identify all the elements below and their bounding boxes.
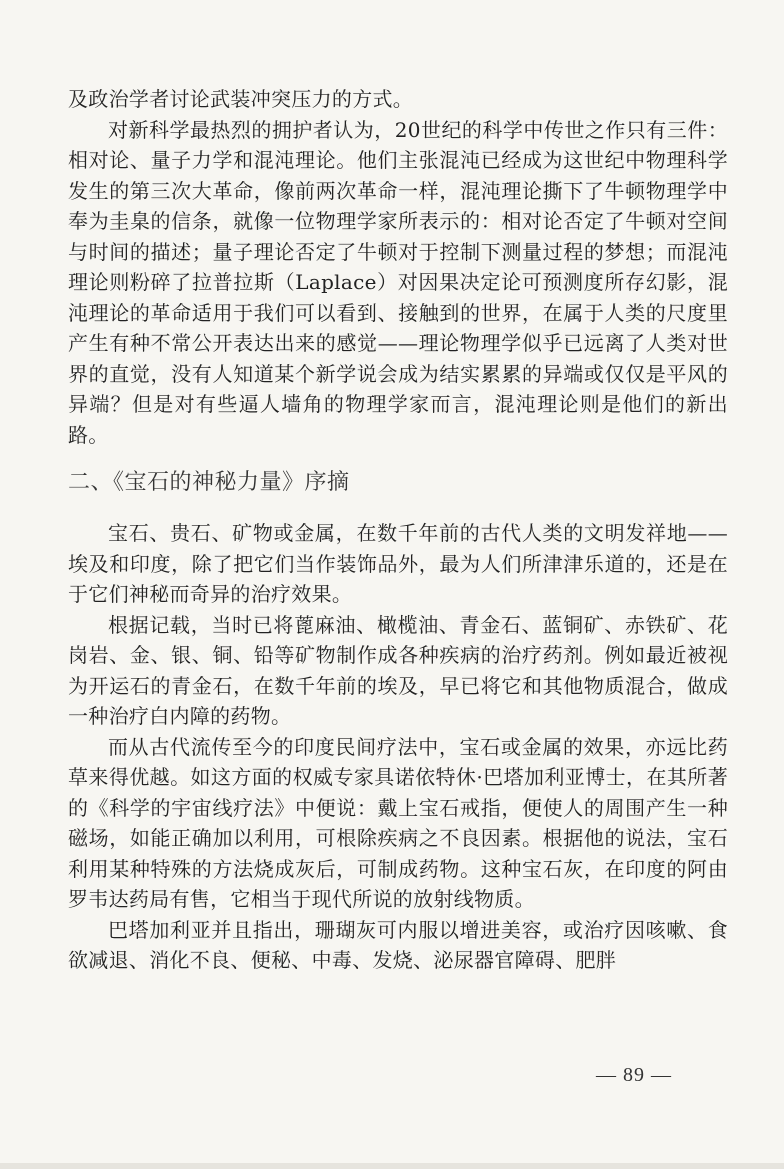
- page-number: — 89 —: [596, 1064, 672, 1086]
- paragraph-coral-ash: 巴塔加利亚并且指出，珊瑚灰可内服以增进美容，或治疗因咳嗽、食欲减退、消化不良、便秘、中毒、发烧、泌尿器官障碍、肥胖: [68, 917, 728, 972]
- paragraph-chaos-theory: 对新科学最热烈的拥护者认为，20世纪的科学中传世之作只有三件：相对论、量子力学和混沌理论。他们主张混沌已经成为这世纪中物理科学发生的第三次大革命，像前两次革命一样，混沌理论撕下了牛顿物理学中奉为圭臬的信条，就像一位物理学家所表示的：相对论否定了牛顿对空间与时间的描述；量子理论否定了牛顿对于控制下测量过程的梦想；而混沌理论则粉碎了拉普拉斯（Laplace）对因果决定论可预测度所存幻影，混沌理论的革命适用于我们可以看到、接触到的世界，在属于人类的尺度里产生有种不常公开表达出来的感觉——理论物理学似乎已远离了人类对世界的直觉，没有人知道某个新学说会成为结实累累的异端或仅仅是平风的异端？但是对有些逼人墙角的物理学家而言，混沌理论则是他们的新出路。: [68, 117, 728, 447]
- paragraph-records: 根据记载，当时已将蓖麻油、橄榄油、青金石、蓝铜矿、赤铁矿、花岗岩、金、银、铜、铅等矿物制作成各种疾病的治疗药剂。例如最近被视为开运石的青金石，在数千年前的埃及，早已将它和其他物质混合，做成一种治疗白内障的药物。: [68, 612, 728, 728]
- paragraph-continuation: 及政治学者讨论武装冲突压力的方式。: [68, 87, 414, 111]
- paragraph-gems-intro: 宝石、贵石、矿物或金属，在数千年前的古代人类的文明发祥地——埃及和印度，除了把它们当作装饰品外，最为人们所津津乐道的，还是在于它们神秘而奇异的治疗效果。: [68, 521, 728, 606]
- page-content: [68, 84, 728, 976]
- page-bottom-edge: [0, 1163, 784, 1169]
- paragraph-indian-folk-therapy: 而从古代流传至今的印度民间疗法中，宝石或金属的效果，亦远比药草来得优越。如这方面的权威专家具诺依特休·巴塔加利亚博士，在其所著的《科学的宇宙线疗法》中便说：戴上宝石戒指，便使人的周围产生一种磁场，如能正确加以利用，可根除疾病之不良因素。根据他的说法，宝石利用某种特殊的方法烧成灰后，可制成药物。这种宝石灰，在印度的阿由罗韦达药局有售，它相当于现代所说的放射线物质。: [68, 734, 728, 911]
- section-heading: 二、《宝石的神秘力量》序摘: [68, 470, 350, 495]
